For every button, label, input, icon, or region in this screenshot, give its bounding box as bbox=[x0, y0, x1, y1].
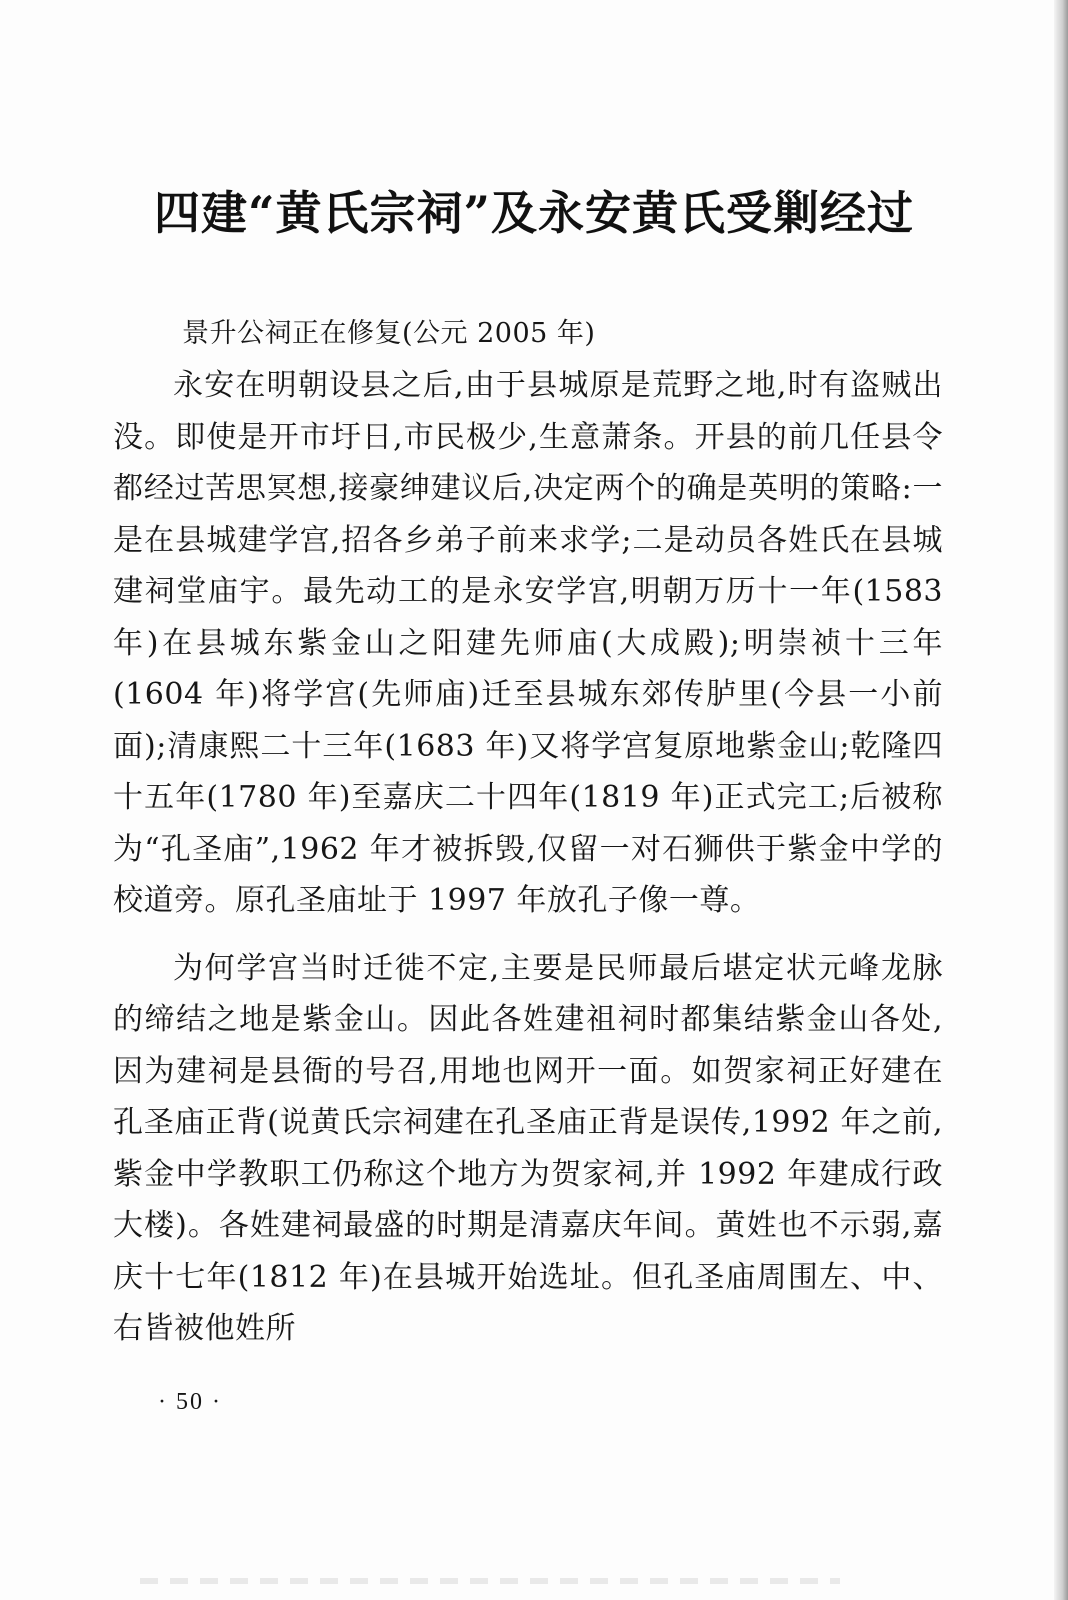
paragraph: 永安在明朝设县之后,由于县城原是荒野之地,时有盗贼出没。即使是开市圩日,市民极少,生意萧条。开县的前几任县令都经过苦思冥想,接豪绅建议后,决定两个的确是英明的策略:一是在县城建学宫,招各乡弟子前来求学;二是动员各姓氏在县城建祠堂庙宇。最先动工的是永安学宫,明朝万历十一年(1583 年)在县城东紫金山之阳建先师庙(大成殿);明崇祯十三年(1604 年)将学宫(先师庙)迁至县城东郊传胪里(今县一小前面);清康熙二十三年(1683 年)又将学宫复原地紫金山;乾隆四十五年(1780 年)至嘉庆二十四年(1819 年)正式完工;后被称为“孔圣庙”,1962 年才被拆毁,仅留一对石狮供于紫金中学的校道旁。原孔圣庙址于 1997 年放孔子像一尊。 bbox=[113, 368, 943, 918]
photo-caption: 景升公祠正在修复(公元 2005 年) bbox=[182, 318, 596, 349]
body-text bbox=[113, 360, 943, 1355]
paragraph: 为何学宫当时迁徙不定,主要是民师最后堪定状元峰龙脉的缔结之地是紫金山。因此各姓建祖祠时都集结紫金山各处,因为建祠是县衙的号召,用地也网开一面。如贺家祠正好建在孔圣庙正背(说黄氏宗祠建在孔圣庙正背是误传,1992 年之前,紫金中学教职工仍称这个地方为贺家祠,并 1992 年建成行政大楼)。各姓建祠最盛的时期是清嘉庆年间。黄姓也不示弱,嘉庆十七年(1812 年)在县城开始选址。但孔圣庙周围左、中、右皆被他姓所 bbox=[113, 950, 943, 1346]
page-number: · 50 · bbox=[158, 1389, 222, 1415]
page-title: 四建“黄氏宗祠”及永安黄氏受剿经过 bbox=[154, 186, 914, 240]
scan-bottom-artifact bbox=[140, 1578, 840, 1584]
